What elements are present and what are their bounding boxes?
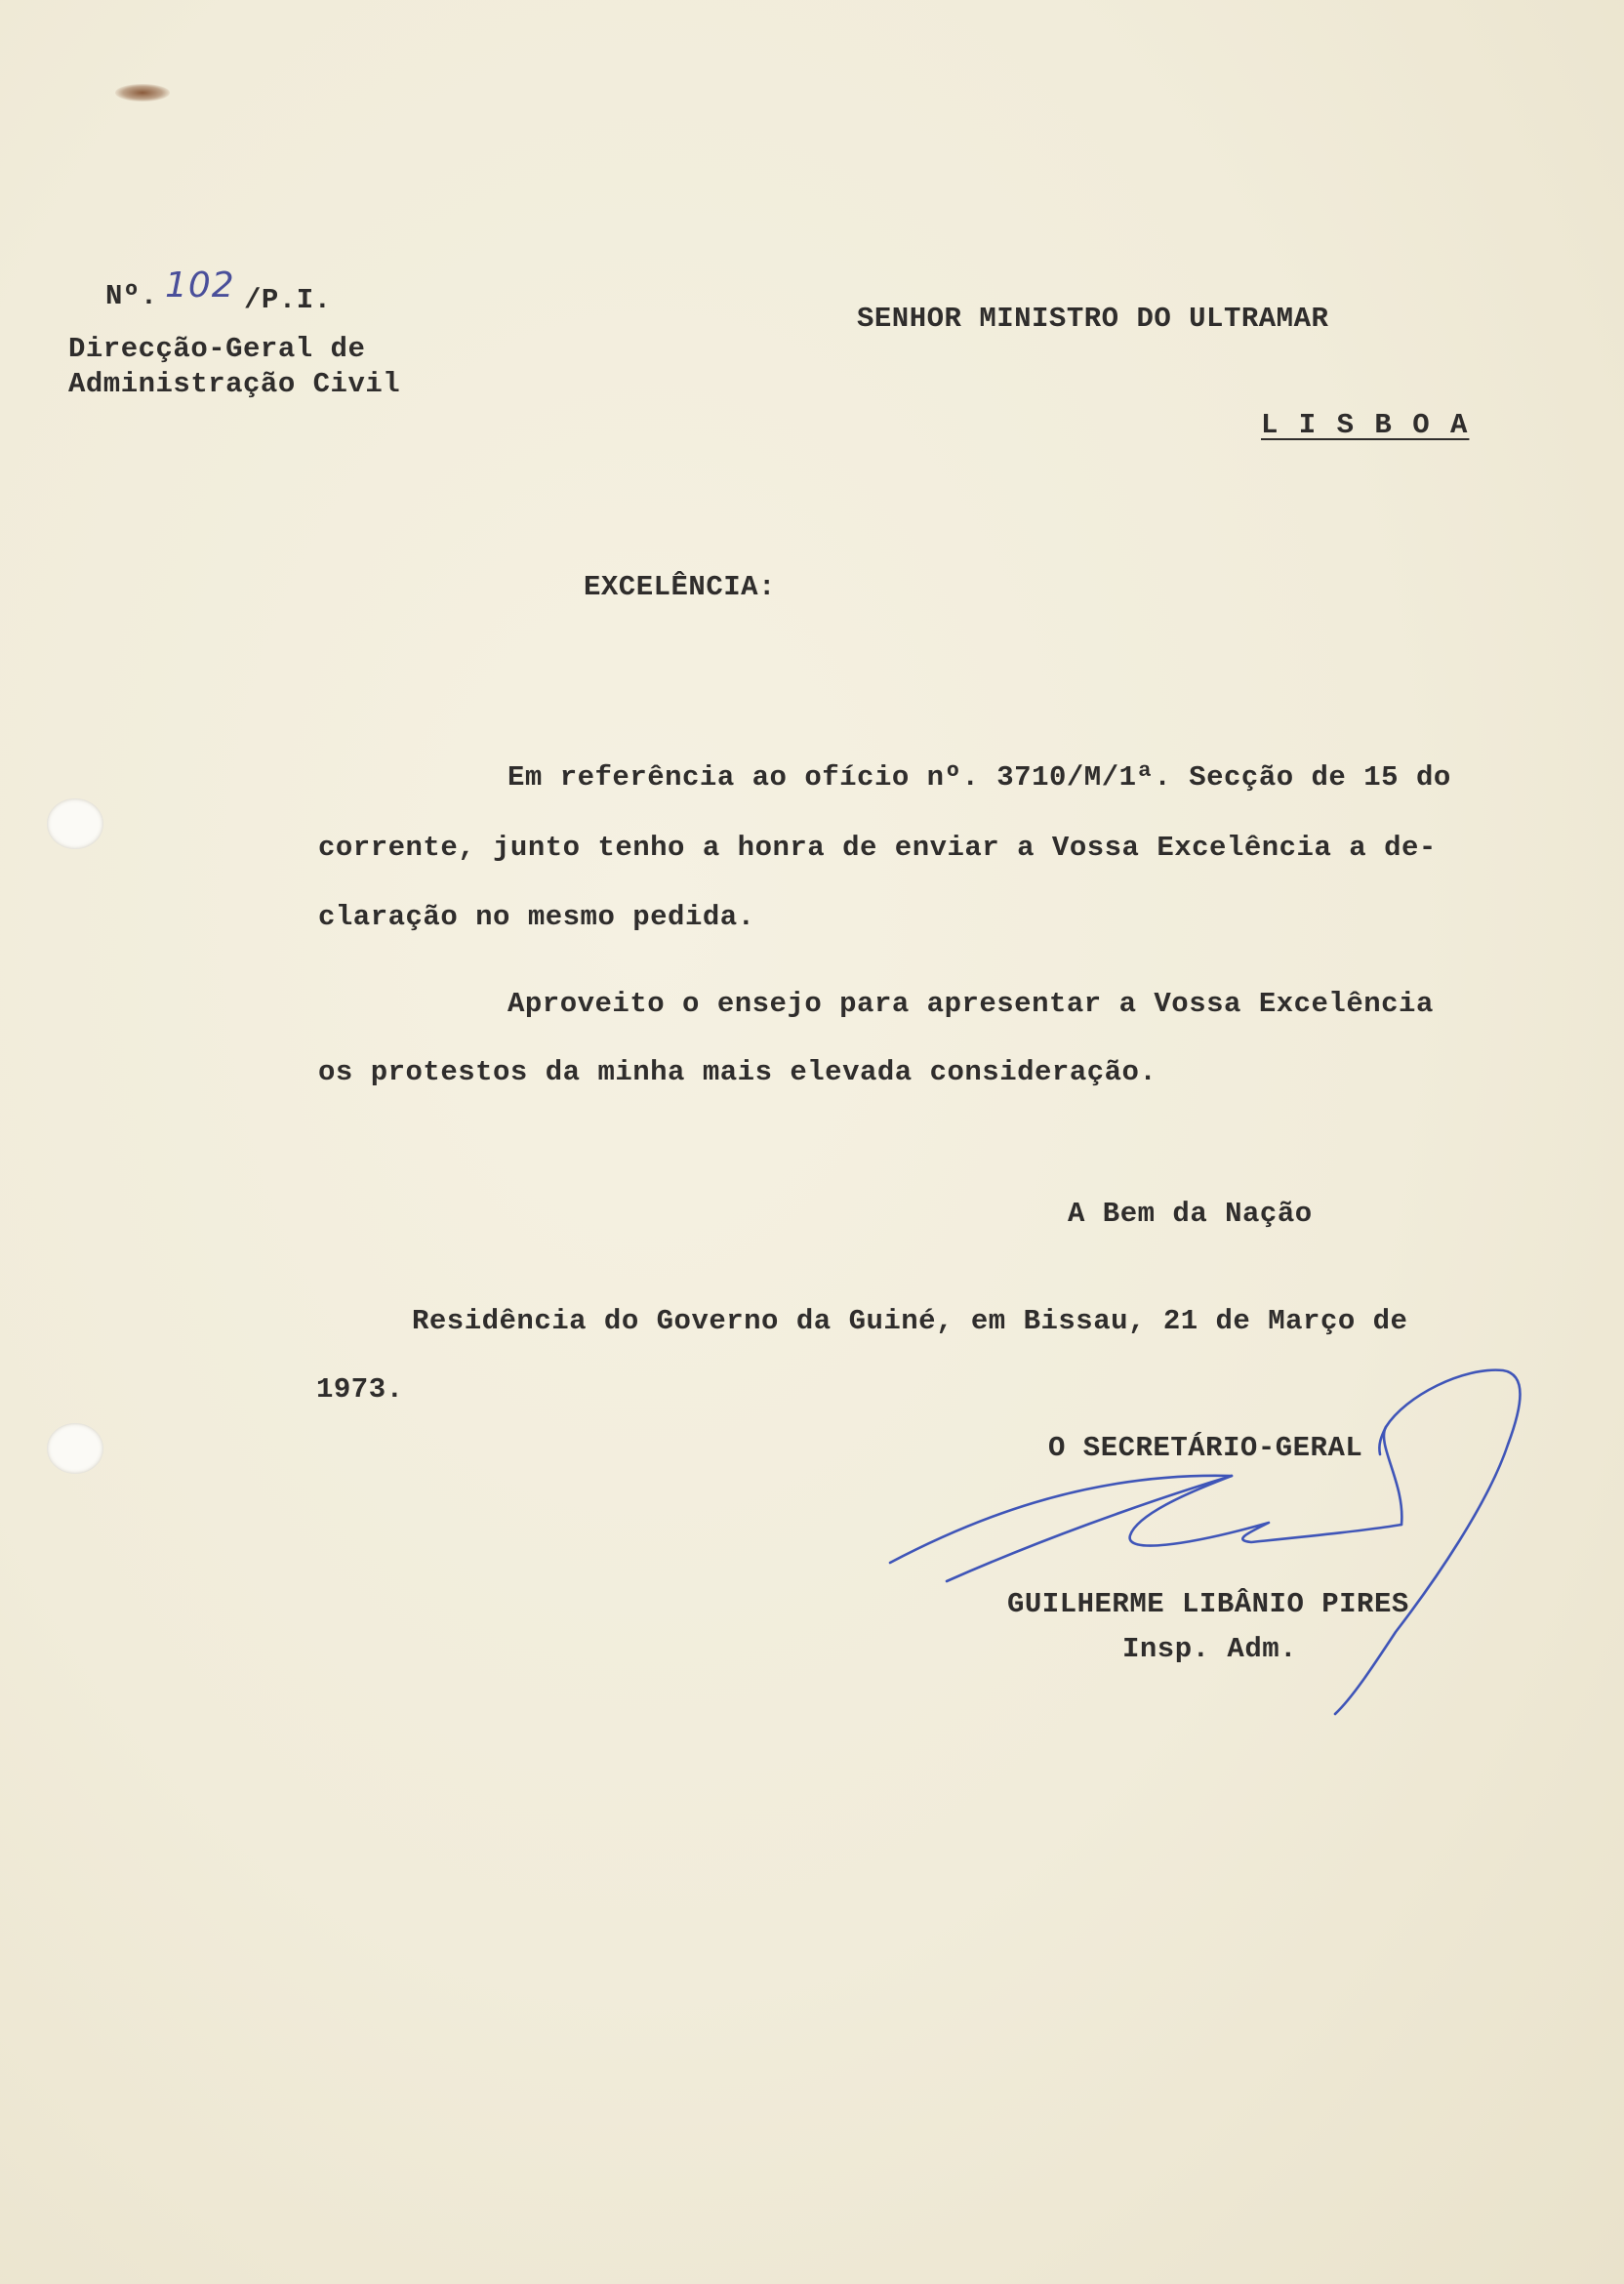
punch-hole-top <box>47 798 103 849</box>
signatory-name: GUILHERME LIBÂNIO PIRES <box>1007 1588 1409 1620</box>
closing-formula: A Bem da Nação <box>1068 1198 1313 1230</box>
place-date-line-1: Residência do Governo da Guiné, em Bissau, 21 de Março de <box>412 1305 1408 1337</box>
body-paragraph-1-line-3: claração no mesmo pedida. <box>318 901 755 933</box>
reference-number-handwritten: 102 <box>165 265 235 306</box>
department-line-2: Administração Civil <box>68 368 401 400</box>
signatory-role: Insp. Adm. <box>1122 1633 1298 1665</box>
signatory-title: O SECRETÁRIO-GERAL <box>1048 1432 1363 1464</box>
reference-suffix: /P.I. <box>244 284 332 316</box>
salutation: EXCELÊNCIA: <box>584 571 776 603</box>
body-paragraph-2-line-1: Aproveito o ensejo para apresentar a Vossa Excelência <box>508 988 1434 1020</box>
place-date-line-2: 1973. <box>316 1373 404 1406</box>
reference-prefix: Nº. <box>105 280 158 312</box>
ink-stain <box>115 84 170 102</box>
department-line-1: Direcção-Geral de <box>68 333 366 365</box>
recipient-city: L I S B O A <box>1261 409 1470 441</box>
body-paragraph-1-line-2: corrente, junto tenho a honra de enviar a Vossa Excelência a de- <box>318 832 1437 864</box>
body-paragraph-1-line-1: Em referência ao ofício nº. 3710/M/1ª. Secção de 15 do <box>508 761 1451 794</box>
punch-hole-bottom <box>47 1423 103 1474</box>
recipient-line: SENHOR MINISTRO DO ULTRAMAR <box>857 303 1329 335</box>
body-paragraph-2-line-2: os protestos da minha mais elevada consideração. <box>318 1056 1157 1088</box>
